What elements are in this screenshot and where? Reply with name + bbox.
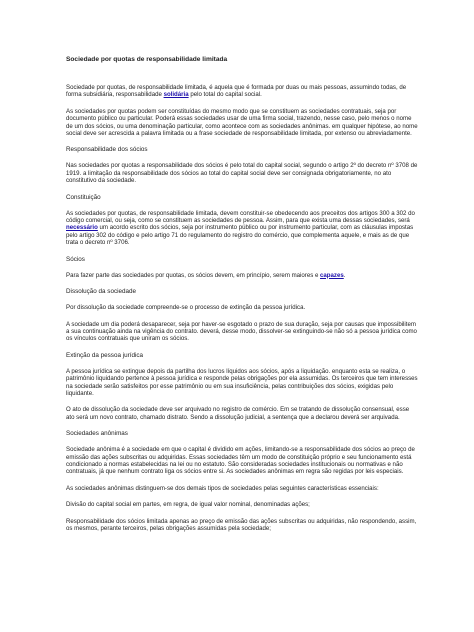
paragraph-text: O ato de dissolução da sociedade deve ser arquivado no registro de comércio. Em se tratando de dissolução consensual, esse ato será um novo contrato, chamado distrato. Sendo a dissolução judicial, a sentença que a declarou deverá ser arquivada. [66,406,410,421]
document-body [66,84,418,532]
paragraph-text: Sociedade por quotas, de responsabilidade limitada, é aquela que é formada por duas ou mais pessoas, assumindo todas, de forma subsidiária, responsabilidade [66,84,407,99]
paragraph [66,406,418,421]
paragraph-text: Sociedade anônima é a sociedade em que o capital é dividido em ações, limitando-se a responsabilidade dos sócios ao preço de emissão das ações subscritas ou adquiridas. Essas sociedades têm um modo de constituição próprio e seu funcionamento está condicionado a normas estabelecidas na lei ou no estatuto. São consideradas sociedades institucionais ou normativas e não contratuais, já que nenhum contrato liga os sócios entre si. As sociedades anônimas em regra são regidas por leis especiais. [66,446,415,476]
section-heading: Dissolução da sociedade [66,288,137,296]
paragraph [66,501,418,508]
inline-link[interactable]: necessário [66,224,98,232]
inline-link[interactable]: solidária [163,91,189,99]
paragraph-text: um acordo escrito dos sócios, seja por instrumento público ou por instrumento particular, com as cláusulas impostas pelo artigo 302 do código e pelo artigo 71 do regulamento do registro do comércio, que complementa aquele, e mais as de que trata o decreto nº 3706. [66,224,414,247]
section-heading: Sócios [66,255,85,263]
paragraph-text: Para fazer parte das sociedades por quotas, os sócios devem, em princípio, serem maiores e [66,271,321,279]
section-heading: Sociedades anônimas [66,430,128,438]
paragraph-text: As sociedades por quotas, de responsabilidade limitada, devem constituir-se obedecendo aos preceitos dos artigos 300 a 302 do código comercial, ou seja, como se constituem as sociedades de pessoa. Assim, para que exista uma dessas sociedades, será [66,209,415,225]
paragraph [66,485,418,492]
paragraph [66,108,418,138]
paragraph [66,368,418,398]
paragraph [66,321,418,343]
paragraph-text: A sociedade um dia poderá desaparecer, seja por haver-se esgotado o prazo de sua duração, seja por causas que impossibilitem a sua continuação ainda na vigência do contrato. deverá, desse modo, dissolver-se extinguindo-se não só a pessoa jurídica como os vínculos contratuais que uniram os sócios. [66,320,417,343]
document-title: Sociedade por quotas de responsabilidade limitada [66,56,228,63]
paragraph-text: Responsabilidade dos sócios limitada apenas ao preço de emissão das ações subscritas ou adquiridas, não respondendo, assim, os mesmos, perante terceiros, pelas obrigações assumidas pela sociedade; [66,517,417,532]
paragraph [66,162,418,184]
paragraph [66,446,418,476]
document-page [66,56,418,541]
paragraph-text: Nas sociedades por quotas a responsabilidade dos sócios é pelo total do capital social, segundo o artigo 2º do decreto nº 3708 de 1919. a limitação da responsabilidade dos sócios ao total do capital social deve ser consignada obrigatoriamente, no ato constitutivo da sociedade. [66,162,418,185]
inline-link[interactable]: capazes [320,271,344,279]
paragraph [66,272,418,279]
paragraph-text: As sociedades por quotas podem ser constituídas do mesmo modo que se constituem as sociedades contratuais, seja por documento público ou particular. Poderá essas sociedades usar de uma firma social, trazendo, nesse caso, pelo menos o nome de um dos sócios, ou uma denominação particular, como acontece com as sociedades anônimas. em qualquer hipótese, ao nome social deve ser acrescida a palavra limitada ou a frase sociedade de responsabilidade limitada, por extenso ou abreviadamente. [66,107,418,138]
paragraph-text: pelo total do capital social. [188,91,262,99]
section-heading: Responsabilidade dos sócios [66,146,148,154]
paragraph-text: Por dissolução da sociedade compreende-se o processo de extinção da pessoa jurídica. [66,304,306,312]
paragraph-text: . [343,271,346,279]
paragraph [66,304,418,311]
paragraph-text: Divisão do capital social em partes, em regra, de igual valor nominal, denominadas ações; [66,501,310,509]
section-heading: Constituição [66,193,101,201]
paragraph-text: A pessoa jurídica se extingue depois da partilha dos lucros líquidos aos sócios, após a liquidação. enquanto esta se realiza, o patrimônio liquidando pertence à pessoa jurídica e responde pelas obrigações por ela assumidas. Os terceiros que tem interesses na sociedade serão satisfeitos por esse patrimônio ou em sua insuficiência, pelas contribuições dos sócios, exigidas pelo liquidante. [66,367,418,397]
section-heading: Extinção da pessoa jurídica [66,351,144,359]
paragraph [66,210,418,247]
paragraph [66,84,418,99]
paragraph [66,518,418,533]
paragraph-text: As sociedades anônimas distinguem-se dos demais tipos de sociedades pelas seguintes características essenciais: [66,484,379,492]
